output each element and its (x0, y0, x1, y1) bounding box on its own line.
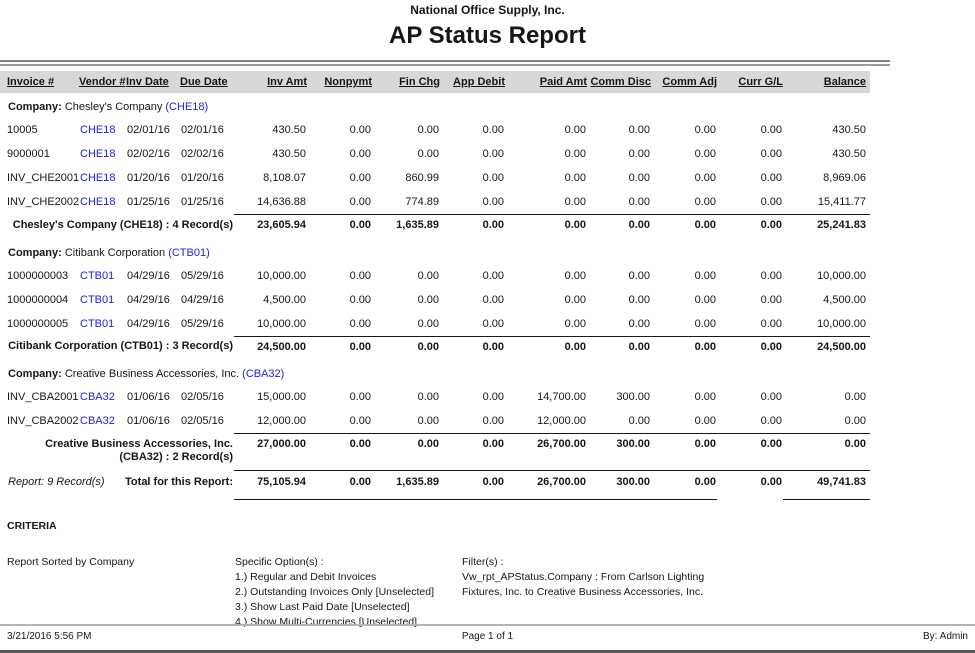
company-total-label: Creative Business Accessories, Inc. (CBA32) : 2 Record(s) (45, 437, 233, 463)
vendor-link[interactable]: CBA32 (80, 391, 115, 403)
cell-amount: 0.00 (760, 317, 782, 330)
vendor-link[interactable]: CTB01 (80, 293, 115, 306)
cell-amount: 0.00 (760, 148, 782, 160)
company-name: Chesley's Company (64, 101, 163, 113)
cell-amount: 0.00 (349, 196, 371, 208)
column-header-vendor-: Vendor # (79, 71, 126, 93)
company-total-amount: 0.00 (783, 434, 870, 471)
cell-amount: 430.50 (832, 124, 866, 136)
table-row (0, 190, 870, 215)
company-total-amount: 24,500.00 (783, 336, 870, 360)
title-divider (0, 60, 890, 66)
cell-amount: 8,108.07 (263, 172, 306, 184)
cell-amount: 0.00 (628, 415, 650, 427)
company-code-link[interactable]: (CTB01) (168, 246, 210, 259)
report-total-row (0, 471, 870, 500)
cell-invoice-number: INV_CHE2001 (7, 172, 80, 184)
company-total-amount: 0.00 (651, 336, 717, 360)
criteria-options (235, 555, 455, 630)
cell-amount: 0.00 (417, 269, 439, 282)
column-header-balance: Balance (783, 71, 870, 93)
company-total-label: Citibank Corporation (CTB01) : 3 Record(s) (8, 340, 233, 352)
company-total-amount: 0.00 (440, 215, 505, 239)
company-label: Company: (8, 101, 62, 113)
cell-amount: 300.00 (616, 391, 650, 403)
cell-amount: 0.00 (482, 269, 504, 282)
cell-amount: 0.00 (694, 317, 716, 330)
table-row (0, 166, 870, 190)
column-header-invoice-: Invoice # (0, 71, 79, 93)
criteria-filters-heading: Filter(s) : (462, 556, 504, 568)
cell-amount: 10,000.00 (257, 269, 306, 282)
cell-amount: 0.00 (628, 269, 650, 282)
cell-amount: 0.00 (760, 124, 782, 136)
report-total-amount: 0.00 (440, 471, 505, 500)
cell-amount: 0.00 (349, 172, 371, 184)
company-heading (1, 100, 318, 114)
cell-amount: 0.00 (564, 172, 586, 184)
cell-amount: 0.00 (482, 196, 504, 208)
cell-inv-date: 02/01/16 (127, 124, 170, 136)
cell-amount: 0.00 (694, 391, 716, 403)
cell-amount: 0.00 (417, 293, 439, 306)
cell-amount: 0.00 (564, 293, 586, 306)
cell-amount: 0.00 (417, 124, 439, 136)
cell-due-date: 05/29/16 (181, 317, 224, 330)
cell-due-date: 02/05/16 (181, 415, 224, 427)
cell-amount: 0.00 (349, 317, 371, 330)
cell-amount: 4,500.00 (823, 293, 866, 306)
company-total-amount: 0.00 (505, 215, 587, 239)
column-header-nonpymt: Nonpymt (307, 71, 372, 93)
company-total-amount: 0.00 (717, 215, 783, 239)
cell-amount: 0.00 (482, 148, 504, 160)
company-total-amount: 1,635.89 (372, 215, 440, 239)
vendor-link[interactable]: CTB01 (80, 317, 115, 330)
cell-amount: 0.00 (760, 415, 782, 427)
cell-amount: 0.00 (844, 391, 866, 403)
report-table-body (0, 93, 870, 500)
vendor-link[interactable]: CHE18 (80, 172, 116, 184)
cell-amount: 0.00 (482, 415, 504, 427)
cell-amount: 0.00 (417, 415, 439, 427)
company-total-amount: 0.00 (440, 336, 505, 360)
cell-amount: 0.00 (760, 293, 782, 306)
company-total-amount: 0.00 (372, 336, 440, 360)
cell-inv-date: 02/02/16 (127, 148, 170, 160)
cell-amount: 0.00 (349, 148, 371, 160)
company-name: Creative Business Accessories, Inc. (64, 368, 240, 380)
cell-amount: 4,500.00 (263, 293, 306, 306)
cell-inv-date: 04/29/16 (127, 293, 170, 306)
table-row (0, 264, 870, 288)
criteria-section (0, 520, 975, 630)
company-total-amount: 0.00 (372, 434, 440, 471)
cell-amount: 0.00 (482, 293, 504, 306)
criteria-option: 3.) Show Last Paid Date [Unselected] (235, 601, 410, 613)
cell-amount: 430.50 (832, 148, 866, 160)
company-total-amount: 0.00 (587, 336, 651, 360)
company-heading-row (0, 360, 870, 385)
vendor-link[interactable]: CHE18 (80, 196, 116, 208)
cell-invoice-number: 1000000004 (7, 293, 69, 306)
cell-amount: 0.00 (628, 293, 650, 306)
cell-amount: 0.00 (564, 269, 586, 282)
cell-amount: 8,969.06 (823, 172, 866, 184)
cell-amount: 0.00 (760, 172, 782, 184)
company-heading-row (0, 93, 870, 118)
company-total-amount: 0.00 (587, 215, 651, 239)
criteria-filters (462, 555, 712, 630)
report-records-label: Report: 9 Record(s) (8, 475, 105, 488)
footer-divider (0, 624, 975, 626)
cell-amount: 12,000.00 (257, 415, 306, 427)
criteria-option: 2.) Outstanding Invoices Only [Unselected] (235, 586, 435, 598)
cell-amount: 14,700.00 (537, 391, 586, 403)
cell-amount: 0.00 (694, 269, 716, 282)
cell-amount: 0.00 (694, 124, 716, 136)
cell-amount: 0.00 (349, 391, 371, 403)
cell-amount: 0.00 (564, 124, 586, 136)
cell-due-date: 01/20/16 (181, 172, 224, 184)
cell-amount: 0.00 (694, 172, 716, 184)
cell-amount: 0.00 (349, 293, 371, 306)
criteria-options-heading: Specific Option(s) : (235, 556, 324, 568)
table-row (0, 142, 870, 166)
cell-due-date: 02/05/16 (181, 391, 224, 403)
table-header (0, 71, 870, 93)
criteria-heading: CRITERIA (7, 520, 57, 532)
column-header-inv-amt: Inv Amt (234, 71, 307, 93)
table-row (0, 312, 870, 337)
cell-invoice-number: INV_CBA2001 (7, 391, 79, 403)
criteria-option: 1.) Regular and Debit Invoices (235, 571, 377, 583)
cell-invoice-number: INV_CHE2002 (7, 196, 80, 208)
cell-amount: 15,411.77 (817, 196, 866, 208)
cell-amount: 430.50 (272, 148, 306, 160)
cell-amount: 10,000.00 (817, 269, 866, 282)
cell-amount: 10,000.00 (257, 317, 306, 330)
table-header-row (0, 71, 870, 93)
cell-amount: 0.00 (349, 269, 371, 282)
column-header-paid-amt: Paid Amt (505, 71, 587, 93)
cell-amount: 0.00 (694, 148, 716, 160)
cell-amount: 0.00 (628, 196, 650, 208)
cell-amount: 0.00 (694, 415, 716, 427)
cell-due-date: 02/01/16 (181, 124, 224, 136)
cell-inv-date: 01/06/16 (127, 415, 170, 427)
company-total-row (0, 434, 870, 471)
cell-amount: 0.00 (564, 317, 586, 330)
cell-inv-date: 01/20/16 (127, 172, 170, 184)
cell-amount: 0.00 (628, 317, 650, 330)
cell-inv-date: 01/06/16 (127, 391, 170, 403)
company-code-link[interactable]: (CHE18) (165, 101, 209, 113)
cell-inv-date: 01/25/16 (127, 196, 170, 208)
cell-amount: 10,000.00 (817, 317, 866, 330)
report-total-amount: 0.00 (651, 471, 717, 500)
cell-inv-date: 04/29/16 (127, 269, 170, 282)
company-total-amount: 0.00 (440, 434, 505, 471)
cell-amount: 14,636.88 (257, 196, 306, 208)
column-header-due-date: Due Date (180, 71, 234, 93)
cell-amount: 0.00 (349, 124, 371, 136)
table-row (0, 118, 870, 142)
company-total-amount: 25,241.83 (783, 215, 870, 239)
company-total-amount: 0.00 (717, 336, 783, 360)
company-heading (1, 367, 318, 381)
cell-invoice-number: 1000000005 (7, 317, 69, 330)
report-total-caption: Total for this Report: (125, 475, 233, 488)
footer-datetime: 3/21/2016 5:56 PM (7, 631, 92, 642)
criteria-sorted-by: Report Sorted by Company (7, 556, 135, 568)
company-total-amount: 0.00 (505, 336, 587, 360)
report-total-amount: 0.00 (717, 471, 783, 500)
cell-amount: 0.00 (417, 391, 439, 403)
cell-amount: 0.00 (482, 124, 504, 136)
page-title: AP Status Report (389, 22, 586, 49)
cell-amount: 860.99 (405, 172, 439, 184)
company-total-amount: 26,700.00 (505, 434, 587, 471)
company-name: Citibank Corporation (64, 246, 166, 259)
column-header-curr-g-l: Curr G/L (717, 71, 783, 93)
cell-amount: 0.00 (694, 293, 716, 306)
cell-amount: 0.00 (417, 317, 439, 330)
footer-page-number: Page 1 of 1 (461, 631, 514, 642)
company-total-amount: 24,500.00 (234, 336, 307, 360)
company-total-row (0, 215, 870, 239)
cell-invoice-number: 9000001 (7, 148, 50, 160)
company-code-link[interactable]: (CBA32) (242, 368, 285, 380)
report-total-amount: 300.00 (587, 471, 651, 500)
cell-due-date: 05/29/16 (181, 269, 224, 282)
company-label: Company: (8, 368, 62, 380)
report-total-amount: 49,741.83 (783, 471, 870, 500)
cell-amount: 15,000.00 (257, 391, 306, 403)
column-header-app-debit: App Debit (440, 71, 505, 93)
cell-due-date: 01/25/16 (181, 196, 224, 208)
company-total-amount: 0.00 (651, 215, 717, 239)
cell-amount: 430.50 (272, 124, 306, 136)
company-total-amount: 0.00 (651, 434, 717, 471)
cell-amount: 0.00 (694, 196, 716, 208)
cell-amount: 0.00 (760, 391, 782, 403)
report-total-amount: 26,700.00 (505, 471, 587, 500)
criteria-filters-text: Vw_rpt_APStatus.Company : From Carlson Lighting Fixtures, Inc. to Creative Business Accessories, Inc. (462, 571, 705, 598)
company-total-label: Chesley's Company (CHE18) : 4 Record(s) (12, 218, 233, 231)
column-header-inv-date: Inv Date (126, 71, 180, 93)
report-total-amount: 0.00 (307, 471, 372, 500)
cell-amount: 0.00 (349, 415, 371, 427)
company-heading-row (0, 239, 870, 264)
footer-user: By: Admin (922, 631, 968, 642)
cell-amount: 0.00 (628, 124, 650, 136)
company-total-amount: 0.00 (307, 336, 372, 360)
cell-amount: 0.00 (482, 172, 504, 184)
cell-due-date: 04/29/16 (181, 293, 224, 306)
table-row (0, 409, 870, 434)
company-label: Company: (8, 246, 62, 259)
vendor-link[interactable]: CBA32 (80, 415, 115, 427)
column-header-fin-chg: Fin Chg (372, 71, 440, 93)
cell-inv-date: 04/29/16 (127, 317, 170, 330)
cell-amount: 0.00 (564, 148, 586, 160)
column-header-comm-disc: Comm Disc (587, 71, 651, 93)
cell-amount: 0.00 (482, 391, 504, 403)
cell-amount: 0.00 (760, 269, 782, 282)
ap-status-table (0, 71, 870, 500)
table-row (0, 288, 870, 312)
vendor-link[interactable]: CHE18 (80, 148, 116, 160)
report-company-name: National Office Supply, Inc. (410, 3, 565, 17)
vendor-link[interactable]: CTB01 (80, 269, 115, 282)
company-total-amount: 27,000.00 (234, 434, 307, 471)
table-row (0, 385, 870, 409)
company-heading (1, 246, 318, 260)
report-total-amount: 75,105.94 (234, 471, 307, 500)
cell-amount: 0.00 (417, 148, 439, 160)
cell-amount: 0.00 (628, 148, 650, 160)
cell-amount: 0.00 (844, 415, 866, 427)
vendor-link[interactable]: CHE18 (80, 124, 116, 136)
cell-invoice-number: INV_CBA2002 (7, 415, 79, 427)
cell-amount: 12,000.00 (537, 415, 586, 427)
company-total-amount: 23,605.94 (234, 215, 307, 239)
cell-invoice-number: 1000000003 (7, 269, 69, 282)
column-header-comm-adj: Comm Adj (651, 71, 717, 93)
company-total-amount: 0.00 (717, 434, 783, 471)
criteria-option: 4.) Show Multi-Currencies [Unselected] (235, 616, 418, 628)
report-total-amount: 1,635.89 (372, 471, 440, 500)
cell-amount: 0.00 (482, 317, 504, 330)
cell-amount: 0.00 (760, 196, 782, 208)
cell-due-date: 02/02/16 (181, 148, 224, 160)
company-total-amount: 0.00 (307, 434, 372, 471)
company-total-amount: 300.00 (587, 434, 651, 471)
cell-amount: 774.89 (405, 196, 439, 208)
company-total-row (0, 336, 870, 360)
cell-invoice-number: 10005 (7, 124, 38, 136)
company-total-amount: 0.00 (307, 215, 372, 239)
cell-amount: 0.00 (564, 196, 586, 208)
cell-amount: 0.00 (628, 172, 650, 184)
